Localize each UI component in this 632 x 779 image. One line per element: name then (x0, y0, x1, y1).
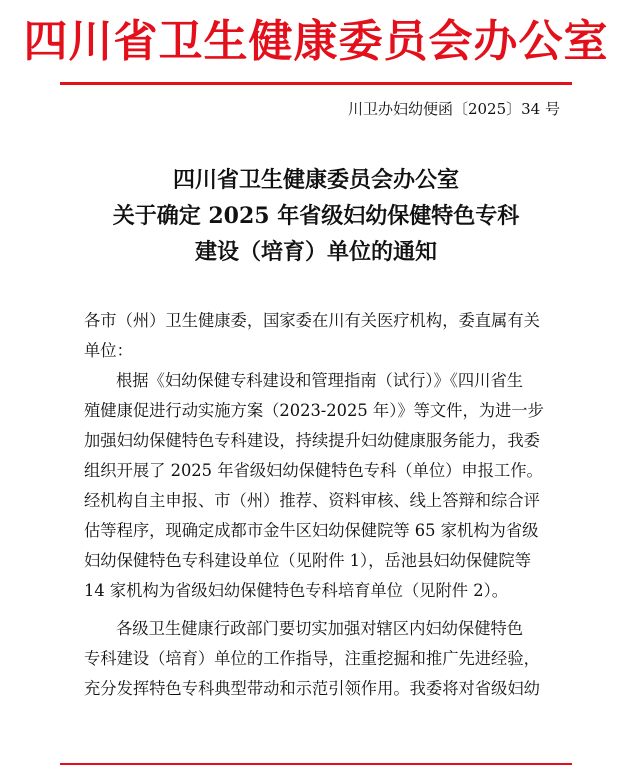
paragraph-line: 估等程序，现确定成都市金牛区妇幼保健院等 65 家机构为省级 (84, 521, 539, 540)
issuing-office-title: 四川省卫生健康委员会办公室 (23, 16, 609, 67)
notice-title-line-3: 建设（培育）单位的通知 (194, 239, 437, 265)
paragraph-line: 专科建设（培育）单位的工作指导，注重挖掘和推广先进经验， (84, 649, 540, 668)
paragraph-line: 14 家机构为省级妇幼保健特色专科培育单位（见附件 2）。 (84, 581, 509, 600)
notice-title-line-1: 四川省卫生健康委员会办公室 (172, 167, 459, 193)
paragraph-line: 各级卫生健康行政部门要切实加强对辖区内妇幼保健特色 (116, 619, 524, 638)
paragraph-line: 充分发挥特色专科典型带动和示范引领作用。我委将对省级妇幼 (84, 679, 540, 698)
salutation-line: 单位： (84, 341, 133, 360)
paragraph-line: 殖健康促进行动实施方案（2023-2025 年）》等文件，为进一步 (84, 401, 544, 420)
paragraph-gap (84, 606, 560, 614)
red-footer-rule (60, 763, 572, 765)
paragraph-line: 妇幼保健特色专科建设单位（见附件 1），岳池县妇幼保健院等 (84, 551, 531, 570)
paragraph-1 (84, 366, 560, 606)
paragraph-line: 根据《妇幼保健专科建设和管理指南（试行）》《四川省生 (116, 371, 524, 390)
document-number: 川卫办妇幼便函〔2025〕34 号 (347, 100, 560, 118)
salutation (84, 306, 560, 366)
paragraph-line: 加强妇幼保健特色专科建设，持续提升妇幼健康服务能力，我委 (84, 431, 540, 450)
notice-title (0, 162, 632, 270)
paragraph-line: 组织开展了 2025 年省级妇幼保健特色专科（单位）申报工作。 (84, 461, 543, 480)
paragraph-2 (84, 614, 560, 704)
notice-body (84, 306, 560, 704)
notice-title-line-2: 关于确定 2025 年省级妇幼保健特色专科 (112, 203, 520, 229)
red-header-rule (60, 82, 572, 85)
paragraph-line: 经机构自主申报、市（州）推荐、资料审核、线上答辩和综合评 (84, 491, 540, 510)
salutation-line: 各市（州）卫生健康委，国家委在川有关医疗机构，委直属有关 (84, 311, 540, 330)
